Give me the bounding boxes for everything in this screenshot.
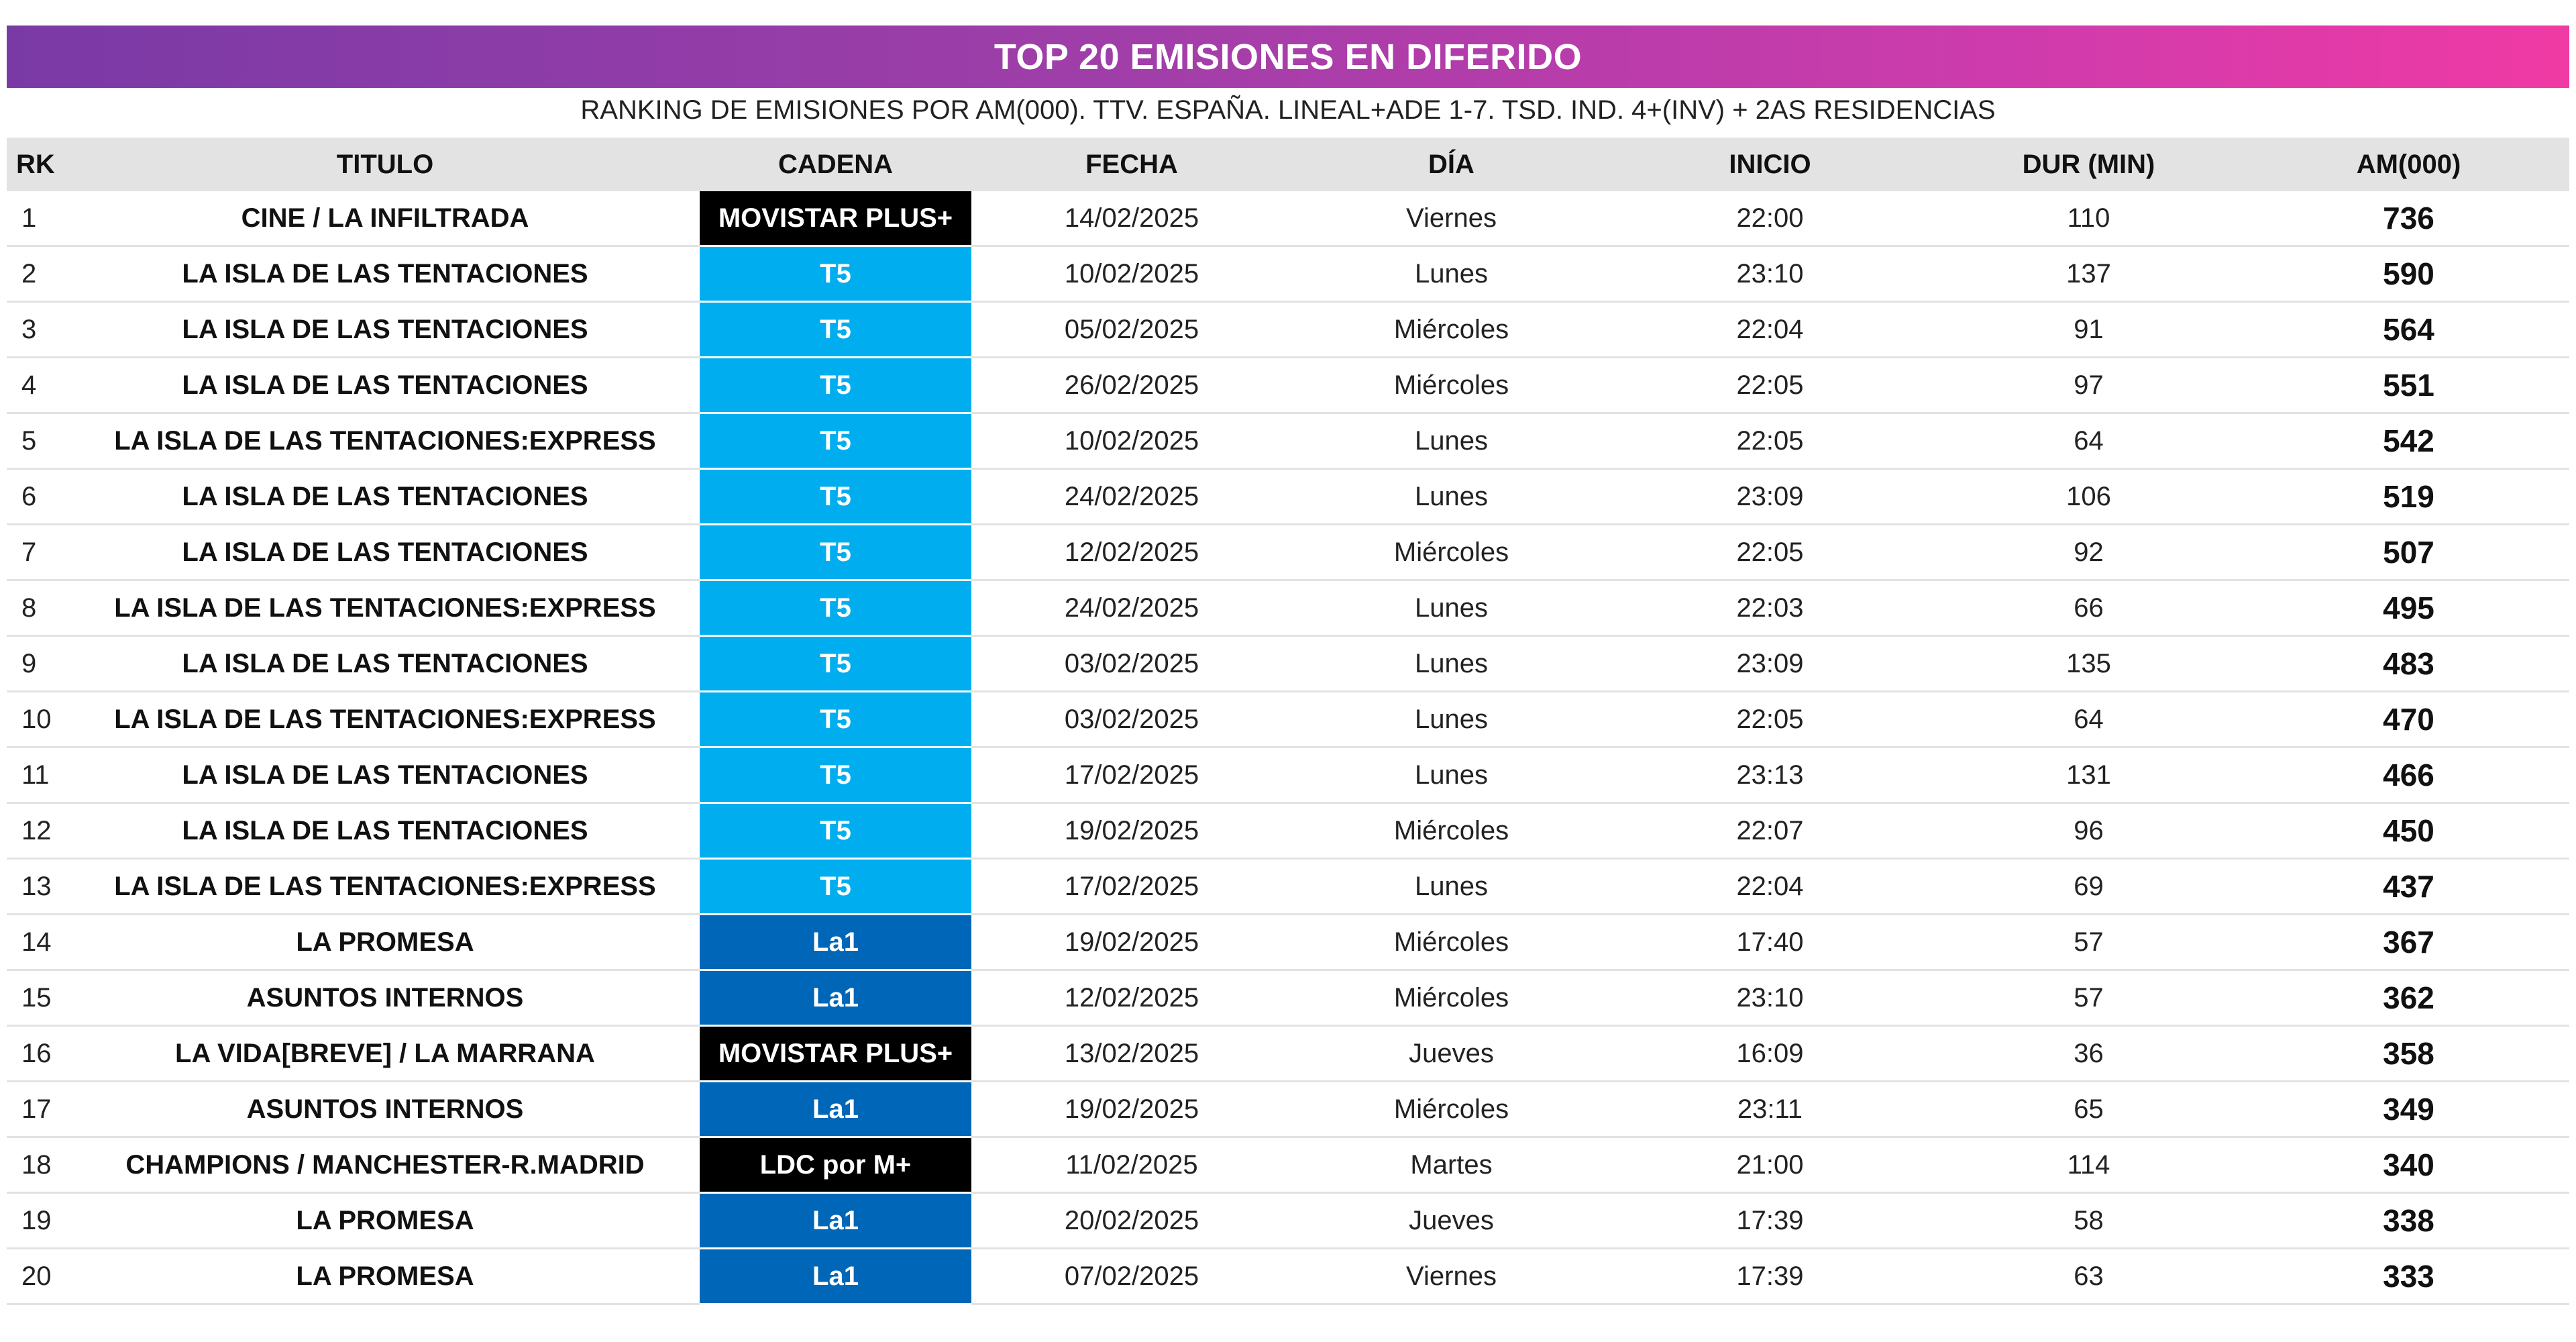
channel-badge: La1 [700, 915, 971, 970]
audience-cell: 450 [2248, 803, 2569, 859]
audience-cell: 349 [2248, 1082, 2569, 1137]
duration-cell: 137 [1929, 246, 2248, 302]
table-row [7, 1249, 2569, 1304]
weekday-cell: Miércoles [1292, 970, 1611, 1026]
duration-cell: 57 [1929, 915, 2248, 970]
title-cell: LA ISLA DE LAS TENTACIONES [70, 469, 700, 525]
audience-cell: 564 [2248, 302, 2569, 358]
duration-cell: 96 [1929, 803, 2248, 859]
duration-cell: 106 [1929, 469, 2248, 525]
duration-cell: 64 [1929, 692, 2248, 747]
weekday-cell: Jueves [1292, 1026, 1611, 1082]
title-cell: ASUNTOS INTERNOS [70, 970, 700, 1026]
date-cell: 19/02/2025 [971, 803, 1292, 859]
table-row [7, 859, 2569, 915]
duration-cell: 92 [1929, 525, 2248, 580]
audience-cell: 542 [2248, 413, 2569, 469]
start-time-cell: 22:05 [1611, 525, 1929, 580]
weekday-cell: Lunes [1292, 747, 1611, 803]
duration-cell: 114 [1929, 1137, 2248, 1193]
title-cell: LA ISLA DE LAS TENTACIONES:EXPRESS [70, 413, 700, 469]
start-time-cell: 21:00 [1611, 1137, 1929, 1193]
start-time-cell: 23:13 [1611, 747, 1929, 803]
audience-cell: 736 [2248, 191, 2569, 246]
date-cell: 17/02/2025 [971, 859, 1292, 915]
column-header-dia: DÍA [1292, 138, 1611, 191]
rank-cell: 4 [7, 358, 70, 413]
channel-badge: T5 [700, 469, 971, 525]
weekday-cell: Miércoles [1292, 1082, 1611, 1137]
audience-cell: 362 [2248, 970, 2569, 1026]
title-cell: LA ISLA DE LAS TENTACIONES [70, 747, 700, 803]
date-cell: 20/02/2025 [971, 1193, 1292, 1249]
channel-badge: T5 [700, 580, 971, 636]
ranking-table [7, 138, 2569, 1305]
channel-badge: T5 [700, 358, 971, 413]
channel-badge: MOVISTAR PLUS+ [700, 1026, 971, 1082]
date-cell: 03/02/2025 [971, 636, 1292, 692]
rank-cell: 16 [7, 1026, 70, 1082]
title-cell: CHAMPIONS / MANCHESTER-R.MADRID [70, 1137, 700, 1193]
rank-cell: 11 [7, 747, 70, 803]
start-time-cell: 22:04 [1611, 302, 1929, 358]
title-cell: LA ISLA DE LAS TENTACIONES [70, 358, 700, 413]
audience-cell: 470 [2248, 692, 2569, 747]
audience-cell: 507 [2248, 525, 2569, 580]
channel-badge: La1 [700, 1082, 971, 1137]
weekday-cell: Miércoles [1292, 915, 1611, 970]
start-time-cell: 23:11 [1611, 1082, 1929, 1137]
table-row [7, 915, 2569, 970]
column-header-titulo: TITULO [70, 138, 700, 191]
audience-cell: 590 [2248, 246, 2569, 302]
weekday-cell: Miércoles [1292, 302, 1611, 358]
weekday-cell: Miércoles [1292, 525, 1611, 580]
channel-badge: T5 [700, 246, 971, 302]
date-cell: 14/02/2025 [971, 191, 1292, 246]
channel-badge: La1 [700, 1193, 971, 1249]
rank-cell: 2 [7, 246, 70, 302]
channel-badge: MOVISTAR PLUS+ [700, 191, 971, 246]
date-cell: 26/02/2025 [971, 358, 1292, 413]
table-row [7, 302, 2569, 358]
date-cell: 05/02/2025 [971, 302, 1292, 358]
start-time-cell: 23:09 [1611, 469, 1929, 525]
title-cell: LA PROMESA [70, 915, 700, 970]
channel-badge: T5 [700, 302, 971, 358]
duration-cell: 65 [1929, 1082, 2248, 1137]
weekday-cell: Lunes [1292, 636, 1611, 692]
table-row [7, 803, 2569, 859]
start-time-cell: 22:04 [1611, 859, 1929, 915]
rank-cell: 15 [7, 970, 70, 1026]
channel-badge: T5 [700, 525, 971, 580]
column-header-rk: RK [7, 138, 70, 191]
table-row [7, 1026, 2569, 1082]
date-cell: 24/02/2025 [971, 469, 1292, 525]
date-cell: 17/02/2025 [971, 747, 1292, 803]
channel-badge: T5 [700, 636, 971, 692]
audience-cell: 495 [2248, 580, 2569, 636]
column-header-audiencia: AM(000) [2248, 138, 2569, 191]
date-cell: 19/02/2025 [971, 1082, 1292, 1137]
start-time-cell: 22:05 [1611, 692, 1929, 747]
start-time-cell: 23:10 [1611, 970, 1929, 1026]
rank-cell: 14 [7, 915, 70, 970]
weekday-cell: Lunes [1292, 692, 1611, 747]
title-cell: LA ISLA DE LAS TENTACIONES:EXPRESS [70, 580, 700, 636]
table-row [7, 1082, 2569, 1137]
title-bar [7, 25, 2569, 88]
title-cell: ASUNTOS INTERNOS [70, 1082, 700, 1137]
rank-cell: 10 [7, 692, 70, 747]
audience-cell: 551 [2248, 358, 2569, 413]
date-cell: 03/02/2025 [971, 692, 1292, 747]
column-header-cadena: CADENA [700, 138, 971, 191]
date-cell: 19/02/2025 [971, 915, 1292, 970]
subtitle: RANKING DE EMISIONES POR AM(000). TTV. ESPAÑA. LINEAL+ADE 1-7. TSD. IND. 4+(INV) + 2AS RESIDENCIAS [580, 95, 1996, 125]
channel-badge: T5 [700, 859, 971, 915]
table-row [7, 580, 2569, 636]
start-time-cell: 17:39 [1611, 1249, 1929, 1304]
table-row [7, 1137, 2569, 1193]
rank-cell: 17 [7, 1082, 70, 1137]
table-row [7, 970, 2569, 1026]
duration-cell: 58 [1929, 1193, 2248, 1249]
table-row [7, 191, 2569, 246]
audience-cell: 466 [2248, 747, 2569, 803]
table-row [7, 246, 2569, 302]
column-header-inicio: INICIO [1611, 138, 1929, 191]
start-time-cell: 16:09 [1611, 1026, 1929, 1082]
weekday-cell: Lunes [1292, 469, 1611, 525]
date-cell: 10/02/2025 [971, 413, 1292, 469]
channel-badge: T5 [700, 747, 971, 803]
title-cell: LA ISLA DE LAS TENTACIONES:EXPRESS [70, 692, 700, 747]
duration-cell: 135 [1929, 636, 2248, 692]
duration-cell: 36 [1929, 1026, 2248, 1082]
table-row [7, 747, 2569, 803]
date-cell: 24/02/2025 [971, 580, 1292, 636]
weekday-cell: Viernes [1292, 191, 1611, 246]
duration-cell: 63 [1929, 1249, 2248, 1304]
table-row [7, 692, 2569, 747]
weekday-cell: Jueves [1292, 1193, 1611, 1249]
rank-cell: 7 [7, 525, 70, 580]
weekday-cell: Lunes [1292, 580, 1611, 636]
start-time-cell: 17:40 [1611, 915, 1929, 970]
rank-cell: 5 [7, 413, 70, 469]
duration-cell: 66 [1929, 580, 2248, 636]
audience-cell: 338 [2248, 1193, 2569, 1249]
audience-cell: 519 [2248, 469, 2569, 525]
rank-cell: 3 [7, 302, 70, 358]
rank-cell: 9 [7, 636, 70, 692]
date-cell: 12/02/2025 [971, 970, 1292, 1026]
title-cell: LA PROMESA [70, 1249, 700, 1304]
table-row [7, 1193, 2569, 1249]
rank-cell: 19 [7, 1193, 70, 1249]
channel-badge: La1 [700, 1249, 971, 1304]
weekday-cell: Lunes [1292, 859, 1611, 915]
title-cell: LA ISLA DE LAS TENTACIONES [70, 302, 700, 358]
title-cell: LA PROMESA [70, 1193, 700, 1249]
audience-cell: 367 [2248, 915, 2569, 970]
title-cell: LA VIDA[BREVE] / LA MARRANA [70, 1026, 700, 1082]
start-time-cell: 17:39 [1611, 1193, 1929, 1249]
table-row [7, 469, 2569, 525]
weekday-cell: Miércoles [1292, 803, 1611, 859]
table-body [7, 191, 2569, 1304]
weekday-cell: Lunes [1292, 413, 1611, 469]
page-title: TOP 20 EMISIONES EN DIFERIDO [994, 36, 1582, 77]
channel-badge: La1 [700, 970, 971, 1026]
rank-cell: 12 [7, 803, 70, 859]
start-time-cell: 22:05 [1611, 358, 1929, 413]
audience-cell: 333 [2248, 1249, 2569, 1304]
date-cell: 10/02/2025 [971, 246, 1292, 302]
rank-cell: 1 [7, 191, 70, 246]
duration-cell: 110 [1929, 191, 2248, 246]
table-row [7, 358, 2569, 413]
channel-badge: T5 [700, 692, 971, 747]
date-cell: 12/02/2025 [971, 525, 1292, 580]
channel-badge: T5 [700, 413, 971, 469]
start-time-cell: 22:03 [1611, 580, 1929, 636]
title-cell: LA ISLA DE LAS TENTACIONES:EXPRESS [70, 859, 700, 915]
rank-cell: 8 [7, 580, 70, 636]
table-header [7, 138, 2569, 191]
audience-cell: 483 [2248, 636, 2569, 692]
title-cell: LA ISLA DE LAS TENTACIONES [70, 525, 700, 580]
table-row [7, 636, 2569, 692]
column-header-duracion: DUR (MIN) [1929, 138, 2248, 191]
rank-cell: 18 [7, 1137, 70, 1193]
duration-cell: 57 [1929, 970, 2248, 1026]
column-header-fecha: FECHA [971, 138, 1292, 191]
title-cell: LA ISLA DE LAS TENTACIONES [70, 803, 700, 859]
start-time-cell: 22:07 [1611, 803, 1929, 859]
title-cell: LA ISLA DE LAS TENTACIONES [70, 636, 700, 692]
date-cell: 13/02/2025 [971, 1026, 1292, 1082]
weekday-cell: Miércoles [1292, 358, 1611, 413]
report-frame [7, 0, 2569, 1305]
channel-badge: T5 [700, 803, 971, 859]
audience-cell: 437 [2248, 859, 2569, 915]
audience-cell: 358 [2248, 1026, 2569, 1082]
duration-cell: 91 [1929, 302, 2248, 358]
duration-cell: 64 [1929, 413, 2248, 469]
duration-cell: 69 [1929, 859, 2248, 915]
rank-cell: 20 [7, 1249, 70, 1304]
title-cell: CINE / LA INFILTRADA [70, 191, 700, 246]
start-time-cell: 23:10 [1611, 246, 1929, 302]
rank-cell: 13 [7, 859, 70, 915]
weekday-cell: Lunes [1292, 246, 1611, 302]
title-cell: LA ISLA DE LAS TENTACIONES [70, 246, 700, 302]
start-time-cell: 22:00 [1611, 191, 1929, 246]
weekday-cell: Viernes [1292, 1249, 1611, 1304]
start-time-cell: 23:09 [1611, 636, 1929, 692]
weekday-cell: Martes [1292, 1137, 1611, 1193]
table-row [7, 413, 2569, 469]
duration-cell: 97 [1929, 358, 2248, 413]
duration-cell: 131 [1929, 747, 2248, 803]
start-time-cell: 22:05 [1611, 413, 1929, 469]
date-cell: 11/02/2025 [971, 1137, 1292, 1193]
date-cell: 07/02/2025 [971, 1249, 1292, 1304]
channel-badge: LDC por M+ [700, 1137, 971, 1193]
audience-cell: 340 [2248, 1137, 2569, 1193]
table-row [7, 525, 2569, 580]
rank-cell: 6 [7, 469, 70, 525]
